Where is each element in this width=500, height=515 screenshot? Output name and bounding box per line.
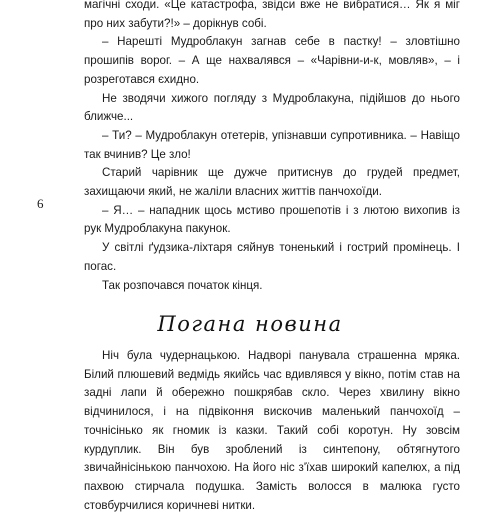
text-block-bottom	[84, 347, 460, 515]
paragraph: Старий чарівник ще дужче притиснув до грудей предмет, захищаючи який, не жаліли власних життів панчохоїди.	[84, 166, 460, 199]
paragraph: Так розпочався початок кінця.	[102, 278, 263, 292]
paragraph: – Я… – нападник щось мстиво прошепотів і з лютою вихопив із рук Мудроблакуна пакунок.	[84, 203, 460, 236]
paragraph: – Ти? – Мудроблакун отетерів, упізнавши супротивника. – Навіщо так вчинив? Це зло!	[84, 128, 460, 161]
paragraph: – Нарешті Мудроблакун загнав себе в пастку! – зловтішно прошипів ворог. – А ще нахвалявся – «Чарівни-и-к, мовляв», – і розреготався єхидно.	[84, 35, 460, 86]
paragraph: У світлі ґудзика-ліхтаря сяйнув тоненький і гострий промінець. І погас.	[84, 241, 460, 273]
paragraph: магічні сходи. «Це катастрофа, звідси вже не вибратися… Як я міг про них забути?!» – дорікнув собі.	[84, 0, 460, 30]
paragraph: Не зводячи хижого погляду з Мудроблакуна, підійшов до нього ближче...	[84, 91, 460, 124]
text-block-top	[84, 0, 460, 295]
paragraph: Ніч була чудернацькою. Надворі панувала страшенна мряка. Білий плюшевий ведмідь якийсь час вдивлявся у вікно, потім став на задні лапи й обережно пошкрябав скло. Через хвилину вікно відчинилося, і на підвіконня вискочив маленький панчохоїд – точнісінько як гномик із казки. Такий собі коротун. Ну зовсім курдуплик. Він був зроблений із синтепону, обтягнутого звичайнісінькою панчохою. На його ніс з'їхав широкий капелюх, а під пахвою стирчала подушка. Замість волосся в малюка густо стовбурчилися коричневі нитки.	[84, 349, 460, 512]
page-number: 6	[37, 196, 44, 211]
chapter-title: Погана новина	[157, 312, 343, 336]
